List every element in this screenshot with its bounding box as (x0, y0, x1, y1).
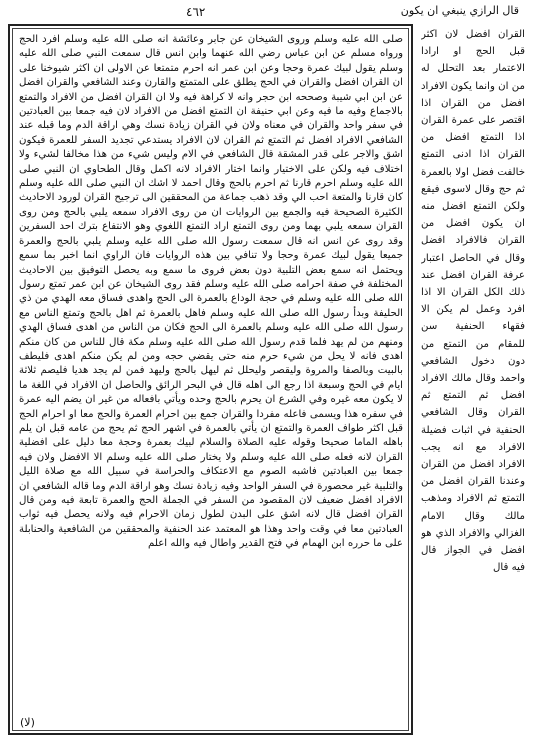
margin-commentary (421, 26, 525, 721)
margin-text: القران افضل لان اكثر قبل الحج او ارادا الاعتمار بعد التحلل له من ان وانما يكون الافراد افضل من القران اذا اقتصر على عمرة القران اذا التمتع افضل من القران اذا ادنى التمتع خالفت فضل اولا بالعمرة ثم حج وقال لاسوى فيقع ولكن التمتع افضل منه ان يكون افضل من القران فالافراد افضل وقال في الحاصل اعتبار عرفة القران افضل عند ذلك الكل القران الا اذا افرد وعمل لم يكن الا فقهاء الحنفية سن للمقام من التمتع من دون دخول الشافعي واحمد وقال مالك الافراد افضل ثم التمتع ثم القران وقال الشافعي الحنفية في اثبات فضيلة الافراد مع انه يجب الافراد افضل من القران وعندنا القران افضل من التمتع ثم الافراد ومذهب مالك وقال الامام الغزالي والافراد الذي هو افضل في الجواز قال فيه قال (421, 29, 525, 574)
running-title: قال الرازي ينبغي ان يكون (400, 4, 519, 17)
main-text-block (19, 33, 403, 713)
catchword: (لا) (20, 716, 35, 729)
running-header (0, 2, 533, 26)
main-text-paragraph: صلى الله عليه وسلم وروى الشيخان عن جابر وعائشة انه صلى الله عليه وسلم افرد الحج ورواه مسلم عن ابن عباس رضي الله عنهما وابن انس قال سمعت النبي صلى الله عليه وسلم يقول لبيك عمرة وحجا وعن ابن عمر انه احرم متمتعا عن الاولى ان اكثر شيوخنا على ان القران افضل والقران في الحج يطلق على المتمتع والقارن وعند الشافعي والقران افضل عن ابن ابي شيبة وصححه ابن حجر وانه لا كراهة فيه ولا ان القران افضل من الافراد والتمتع بالاجماع وفيه ما فيه وعن ابي حنيفة ان التمتع افضل من الافراد لان فيه جمعا بين العبادتين في سفر واحد والقران في معناه ولان في القران زيادة نسك وهي اراقة الدم وما قبله عند الشافعي الافراد افضل ثم التمتع ثم القران لان الافراد يستدعي تجديد السفر للعمرة فيكون اشق والاجر على قدر المشقة قال الشافعي في الام وليس شيء من هذا مخالفا لشيء ولا اختلاف فيه ولكن على الاختيار وانما اختار الافراد لانه اكمل وقال الطحاوي ان النبي صلى الله عليه وسلم احرم قارنا ثم احرم بالحج وقال احمد لا اشك ان النبي صلى الله عليه وسلم كان قارنا والمتعة احب الي وقد ذهب جماعة من المحققين الى ترجيح القران لورود الاحاديث الكثيرة الصحيحة فيه والجمع بين الروايات ان من روى الافراد سمعه يلبي بالحج ومن روى القران سمعه يلبي بهما ومن روى التمتع اراد التمتع اللغوي وهو الانتفاع بترك احد السفرين وقد روى عن انس انه قال سمعت رسول الله صلى الله عليه وسلم يلبي بالحج والعمرة جميعا يقول لبيك عمرة وحجا ولا تنافي بين هذه الروايات فان الراوي انما اخبر بما سمع ويحتمل انه سمع بعض التلبية دون بعض فروى ما سمع وبه يحصل التوفيق بين الاحاديث المختلفة في صفة احرامه صلى الله عليه وسلم فقد روى الشيخان عن ابن عمر تمتع رسول الله صلى الله عليه وسلم في حجة الوداع بالعمرة الى الحج واهدى فساق معه الهدي من ذي الحليفة وبدأ رسول الله صلى الله عليه وسلم فاهل بالعمرة ثم اهل بالحج وتمتع الناس مع رسول الله صلى الله عليه وسلم بالعمرة الى الحج فكان من الناس من اهدى فساق الهدي ومنهم من لم يهد فلما قدم رسول الله صلى الله عليه وسلم مكة قال للناس من كان منكم اهدى فانه لا يحل من شيء حرم منه حتى يقضي حجه ومن لم يكن منكم اهدى فليطف بالبيت وبالصفا والمروة وليقصر وليحلل ثم ليهل بالحج وليهد فمن لم يجد هديا فليصم ثلاثة ايام في الحج وسبعة اذا رجع الى اهله قال في البحر الرائق والحاصل ان الافراد في اللغة ما لا يكون معه غيره وفي الشرع ان يحرم بالحج وحده ويأتي بافعاله من غير ان يضم اليه عمرة في سفره هذا ويسمى فاعله مفردا والقران جمع بين احرام العمرة والحج معا او احرام الحج قبل اكثر طواف العمرة والتمتع ان يأتي بالعمرة في اشهر الحج ثم يحج من عامه قبل ان يلم باهله الماما صحيحا وقوله عليه الصلاة والسلام لبيك بعمرة وحجة معا دليل على افضلية القران لانه فعله صلى الله عليه وسلم ولا يختار صلى الله عليه وسلم الا الافضل ولان فيه جمعا بين العبادتين فاشبه الصوم مع الاعتكاف والحراسة في سبيل الله مع صلاة الليل والتلبية غير محصورة في السفر الواحد وفيه زيادة نسك وهو اراقة الدم وما قاله الشافعي ان الافراد افضل ضعيف لان المقصود من السفر في الجملة الحج والعمرة تابعة فيه ومن قال القران افضل قال لانه اشق على البدن لطول زمان الاحرام فيه ولانه يحصل فيه ثواب العبادتين معا في وقت واحد وهذا هو المعتمد عند الحنفية والمحققين من الشافعية والحنابلة على ما حرره ابن الهمام في فتح القدير واطال فيه والله اعلم (19, 34, 403, 550)
page-number: ٤٦٢ (186, 5, 206, 19)
